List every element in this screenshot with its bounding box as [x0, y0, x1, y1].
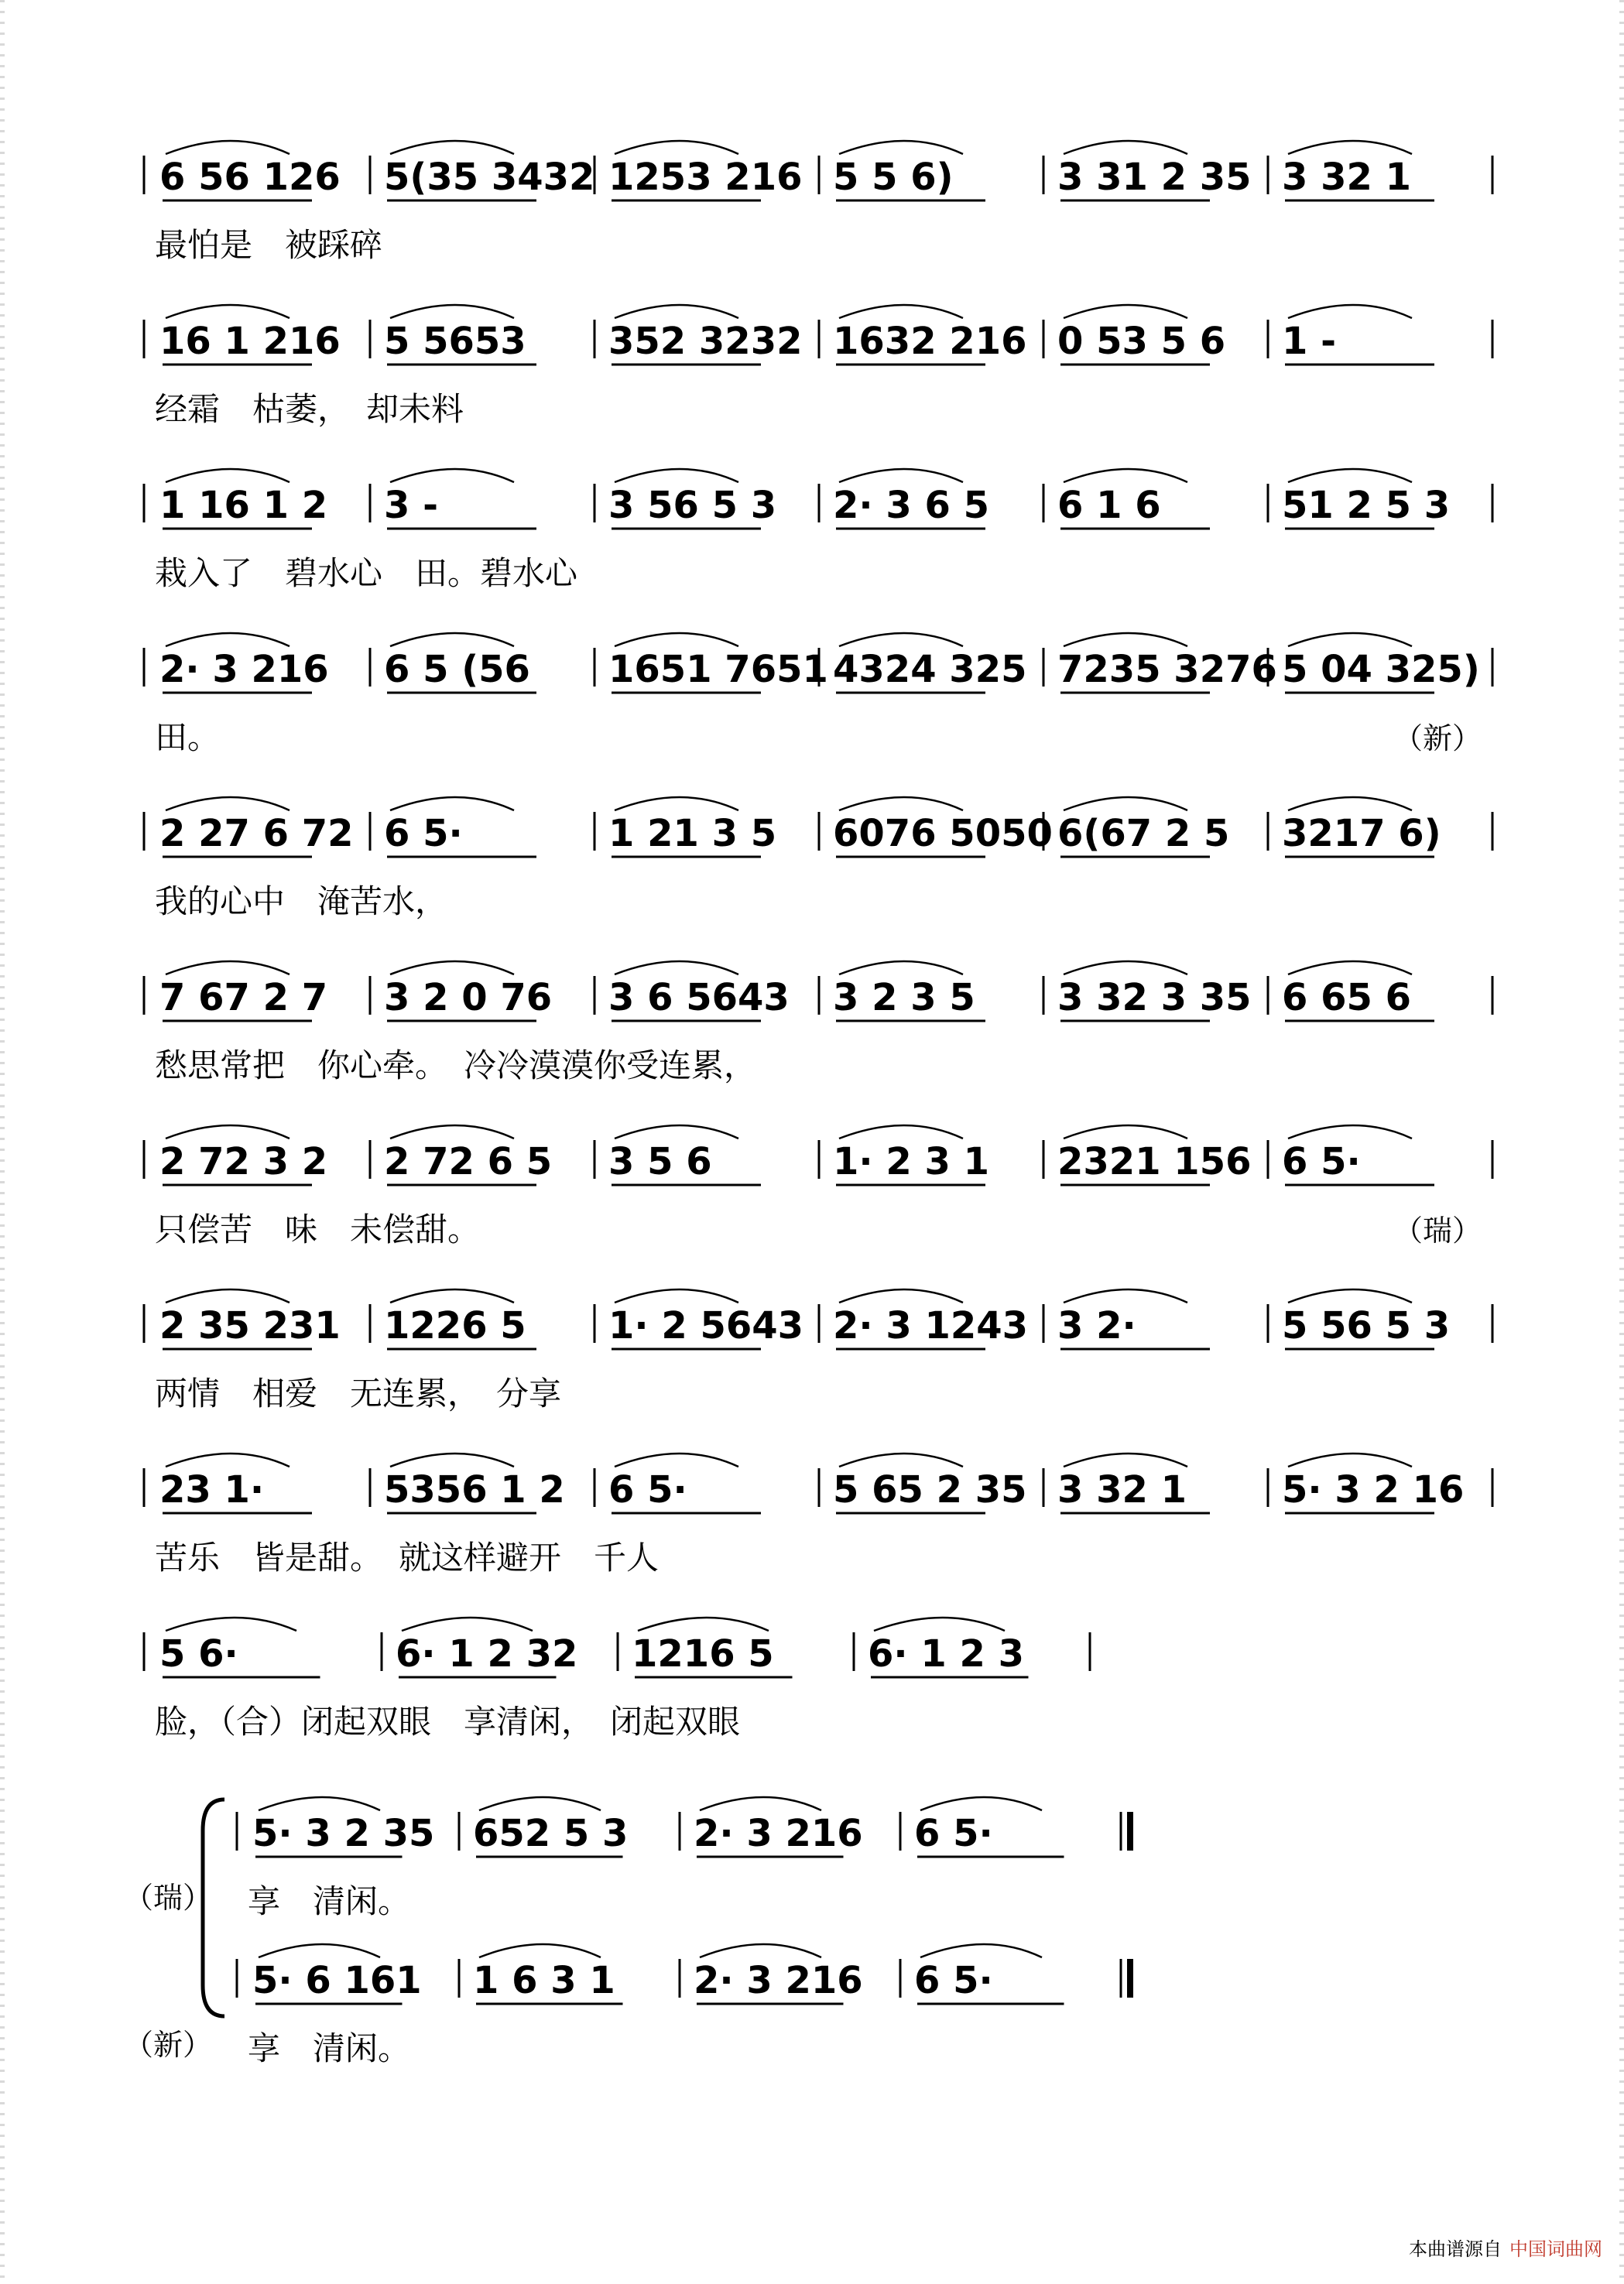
slur-arc: [839, 1289, 963, 1303]
measure-notes: 1651 7651: [608, 648, 828, 691]
slur-arc: [402, 1618, 533, 1631]
measure-notes: 1 16 1 2: [159, 484, 328, 527]
measure-notes: 5 65 2 35: [833, 1468, 1027, 1512]
measure-notes: 6 65 6: [1282, 976, 1412, 1019]
slur-arc: [390, 961, 514, 974]
slur-arc: [615, 1125, 738, 1139]
right-margin-dots: [1619, 0, 1624, 2281]
measure-notes: 5 6·: [159, 1632, 238, 1676]
slur-arc: [390, 1125, 514, 1139]
measure-notes: 5 5 6): [833, 156, 954, 199]
lyrics-line: 我的心中 淹苦水，: [155, 882, 448, 920]
slur-arc: [1064, 1289, 1187, 1303]
measure-notes: 2 35 231: [159, 1304, 341, 1347]
measure-notes: 6 5 (56: [384, 648, 530, 691]
measure-notes: 1226 5: [384, 1304, 526, 1347]
slur-arc: [615, 1454, 738, 1467]
slur-arc: [615, 1289, 738, 1303]
measure-notes: 1 6 3 1: [473, 1959, 615, 2002]
slur-arc: [700, 1944, 821, 1957]
slur-arc: [1064, 141, 1187, 154]
slur-arc: [839, 1454, 963, 1467]
measure-notes: 5· 6 161: [252, 1959, 422, 2002]
notation-system: [144, 469, 1492, 592]
measure-notes: 16 1 216: [159, 320, 341, 363]
footer-source: [1409, 2234, 1602, 2261]
slur-arc: [390, 1454, 514, 1467]
left-margin-dots: [0, 0, 5, 2281]
measure-notes: 3 -: [384, 484, 439, 527]
slur-arc: [1288, 633, 1412, 646]
slur-arc: [615, 797, 738, 810]
measure-notes: 5(35 3432: [384, 156, 595, 199]
notation-system: [144, 1289, 1492, 1413]
slur-arc: [1288, 141, 1412, 154]
measure-notes: 1632 216: [833, 320, 1027, 363]
slur-arc: [479, 1797, 601, 1810]
lyrics-line: 经霜 枯萎， 却未料: [155, 390, 464, 428]
notation-system: [144, 1454, 1492, 1577]
role-label-upper: （瑞）: [124, 1881, 213, 1915]
measure-notes: 2· 3 6 5: [833, 484, 989, 527]
measure-notes: 3 32 1: [1282, 156, 1412, 199]
measure-notes: 5 04 325): [1282, 648, 1480, 691]
slur-arc: [390, 1289, 514, 1303]
measure-notes: 3 32 1: [1057, 1468, 1187, 1512]
measure-notes: 3 2·: [1057, 1304, 1136, 1347]
lyrics-line: 愁思常把 你心牵。 冷冷漠漠你受连累，: [155, 1046, 757, 1084]
measure-notes: 2 72 6 5: [384, 1140, 553, 1183]
slur-arc: [920, 1944, 1042, 1957]
measure-notes: 1· 2 5643: [608, 1304, 804, 1347]
measure-notes: 1216 5: [632, 1632, 774, 1676]
measure-notes: 6· 1 2 3: [868, 1632, 1024, 1676]
slur-arc: [390, 141, 514, 154]
lyrics-line: 田。: [155, 718, 221, 756]
role-label-lower: （新）: [124, 2028, 213, 2062]
measure-notes: 1 21 3 5: [608, 812, 777, 855]
slur-arc: [839, 305, 963, 318]
slur-arc: [615, 305, 738, 318]
measure-notes: 5356 1 2: [384, 1468, 565, 1512]
slur-arc: [1288, 961, 1412, 974]
measure-notes: 1253 216: [608, 156, 803, 199]
slur-arc: [166, 1618, 296, 1631]
measure-notes: 6 1 6: [1057, 484, 1161, 527]
measure-notes: 6 5·: [1282, 1140, 1361, 1183]
notation-system: [144, 797, 1492, 920]
measure-notes: 3 6 5643: [608, 976, 790, 1019]
slur-arc: [1288, 469, 1412, 482]
measure-notes: 5 56 5 3: [1282, 1304, 1451, 1347]
measure-notes: 3 2 0 76: [384, 976, 553, 1019]
slur-arc: [839, 469, 963, 482]
slur-arc: [839, 961, 963, 974]
measure-notes: 3 2 3 5: [833, 976, 975, 1019]
measure-notes: 4324 325: [833, 648, 1027, 691]
slur-arc: [615, 469, 738, 482]
slur-arc: [166, 797, 290, 810]
lyrics-line: 最怕是 被踩碎: [155, 226, 383, 264]
measure-notes: 2· 3 216: [159, 648, 329, 691]
slur-arc: [839, 141, 963, 154]
slur-arc: [166, 469, 290, 482]
lyrics-line: 栽入了 碧水心 田。碧水心: [155, 554, 578, 592]
slur-arc: [166, 1454, 290, 1467]
slur-arc: [839, 1125, 963, 1139]
measure-notes: 5 5653: [384, 320, 526, 363]
role-label: （瑞）: [1393, 1214, 1482, 1248]
measure-notes: 1· 2 3 1: [833, 1140, 989, 1183]
slur-arc: [1064, 797, 1187, 810]
slur-arc: [1064, 633, 1187, 646]
slur-arc: [1064, 1454, 1187, 1467]
measure-notes: 3 56 5 3: [608, 484, 777, 527]
measure-notes: 1 -: [1282, 320, 1337, 363]
slur-arc: [1064, 469, 1187, 482]
slur-arc: [1288, 797, 1412, 810]
lyrics-line: 享 清闲。: [248, 2029, 411, 2067]
slur-arc: [390, 469, 514, 482]
measure-notes: 2 27 6 72: [159, 812, 354, 855]
measure-notes: 352 3232: [608, 320, 803, 363]
measure-notes: 6 5·: [384, 812, 463, 855]
notation-system: [144, 1618, 1090, 1741]
lyrics-line: 只偿苦 味 未偿甜。: [155, 1210, 481, 1248]
slur-arc: [259, 1944, 380, 1957]
measure-notes: 6(67 2 5: [1057, 812, 1230, 855]
slur-arc: [479, 1944, 601, 1957]
measure-notes: 5· 3 2 16: [1282, 1468, 1465, 1512]
slur-arc: [1288, 1125, 1412, 1139]
slur-arc: [920, 1797, 1042, 1810]
ending-lower-system: [237, 1944, 1130, 2067]
slur-arc: [615, 633, 738, 646]
slur-arc: [390, 797, 514, 810]
slur-arc: [166, 141, 290, 154]
measure-notes: 6 5·: [608, 1468, 687, 1512]
slur-arc: [166, 633, 290, 646]
slur-arc: [615, 961, 738, 974]
slur-arc: [166, 305, 290, 318]
slur-arc: [700, 1797, 821, 1810]
measure-notes: 2· 3 1243: [833, 1304, 1029, 1347]
measure-notes: 2321 156: [1057, 1140, 1252, 1183]
measure-notes: 2· 3 216: [694, 1812, 863, 1855]
slur-arc: [839, 633, 963, 646]
slur-arc: [839, 797, 963, 810]
measure-notes: 6· 1 2 32: [396, 1632, 578, 1676]
slur-arc: [390, 305, 514, 318]
measure-notes: 6076 5050: [833, 812, 1053, 855]
slur-arc: [1064, 1125, 1187, 1139]
measure-notes: 6 56 126: [159, 156, 341, 199]
notation-system: [144, 1125, 1492, 1248]
notation-system: [144, 141, 1492, 264]
lyrics-line: 脸，（合）闭起双眼 享清闲， 闭起双眼: [155, 1703, 741, 1741]
lyrics-line: 享 清闲。: [248, 1882, 411, 1920]
slur-arc: [1288, 1289, 1412, 1303]
lyrics-line: 两情 相爱 无连累， 分享: [155, 1375, 562, 1413]
slur-arc: [874, 1618, 1005, 1631]
footer-source-label: 本曲谱源自: [1409, 2238, 1502, 2260]
measure-notes: 652 5 3: [473, 1812, 629, 1855]
role-label: （新）: [1393, 721, 1482, 755]
measure-notes: 6 5·: [914, 1812, 993, 1855]
measure-notes: 7 67 2 7: [159, 976, 328, 1019]
measure-notes: 3 5 6: [608, 1140, 712, 1183]
notation-system: [144, 305, 1492, 428]
slur-arc: [1064, 305, 1187, 318]
slur-arc: [1288, 1454, 1412, 1467]
notation-system: [144, 633, 1492, 756]
slur-arc: [166, 1289, 290, 1303]
slur-arc: [638, 1618, 769, 1631]
measure-notes: 2· 3 216: [694, 1959, 863, 2002]
measure-notes: 6 5·: [914, 1959, 993, 2002]
measure-notes: 7235 3276: [1057, 648, 1277, 691]
measure-notes: 3 32 3 35: [1057, 976, 1252, 1019]
measure-notes: 5· 3 2 35: [252, 1812, 435, 1855]
lyrics-line: 苦乐 皆是甜。 就这样避开 千人: [155, 1539, 660, 1577]
slur-arc: [166, 961, 290, 974]
ending-upper-system: [237, 1797, 1130, 1920]
measure-notes: 3 31 2 35: [1057, 156, 1252, 199]
notation-system: [144, 961, 1492, 1084]
slur-arc: [390, 633, 514, 646]
measure-notes: 51 2 5 3: [1282, 484, 1451, 527]
measure-notes: 2 72 3 2: [159, 1140, 328, 1183]
slur-arc: [1064, 961, 1187, 974]
measure-notes: 3217 6): [1282, 812, 1441, 855]
footer-site-name[interactable]: 中国词曲网: [1509, 2238, 1602, 2260]
slur-arc: [615, 141, 738, 154]
slur-arc: [166, 1125, 290, 1139]
measure-notes: 0 53 5 6: [1057, 320, 1226, 363]
slur-arc: [1288, 305, 1412, 318]
slur-arc: [259, 1797, 380, 1810]
measure-notes: 23 1·: [159, 1468, 265, 1512]
